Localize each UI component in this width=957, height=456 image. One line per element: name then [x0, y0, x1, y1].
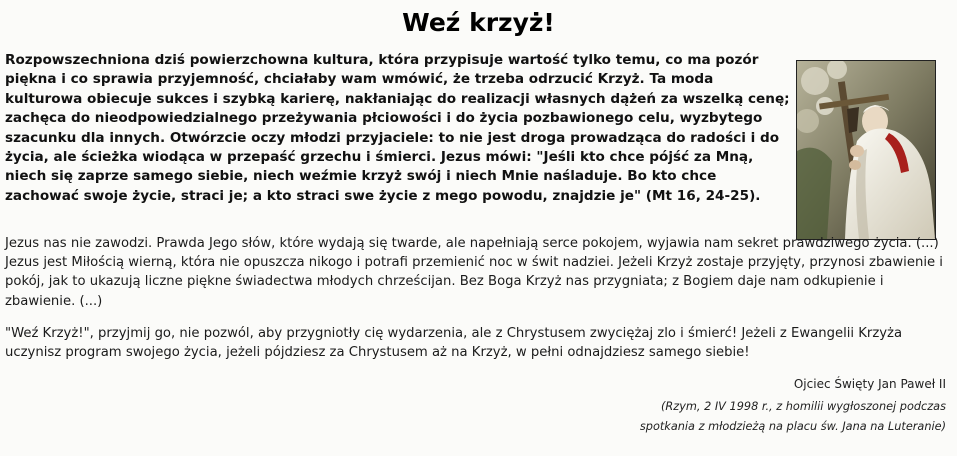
author-signature: Ojciec Święty Jan Paweł II [793, 377, 946, 391]
source-citation [640, 397, 946, 436]
body-paragraph-2: Jezus nas nie zawodzi. Prawda Jego słów, które wydają się twarde, ale napełniają serce pokojem, wyjawia nam sekret prawdziwego życia. (...) Jezus jest Miłością wierną, która nie opuszcza nikogo i potrafi przemienić noc w świt nadziei. Jeżeli Krzyż zostaje przyjęty, przynosi zbawienie i pokój, jak to ukazują liczne piękne świadectwa młodych chrześcijan. Bez Boga Krzyż nas przygniata; z Bogiem daje nam odkupienie i zbawienie. (...) [5, 236, 943, 309]
page-title: Weź krzyż! [402, 8, 555, 37]
body-paragraph-3: "Weź Krzyż!", przyjmij go, nie pozwól, aby przygniotły cię wydarzenia, ale z Chrystusem zwyciężaj zlo i śmierć! Jeżeli z Ewangelii Krzyża uczynisz program swojego życia, jeżeli pójdziesz za Chrystusem aż na Krzyż, w pełni odnajdziesz samego siebie! [5, 326, 903, 361]
lead-paragraph: Rozpowszechniona dziś powierzchowna kultura, która przypisuje wartość tylko temu, co ma pozór piękna i co sprawia przyjemność, chciałaby wam wmówić, że trzeba odrzucić Krzyż. Ta moda kulturowa obiecuje sukces i szybką karierę, nakłaniając do realizacji własnych dążeń za wszelką cenę; zachęca do nieodpowiedzialnego przeżywania płciowości i do życia pozbawionego celu, wyzbytego szacunku dla innych. Otwórzcie oczy młodzi przyjaciele: to nie jest droga prowadząca do radości i do życia, ale ścieżka wiodąca w przepaść grzechu i śmierci. Jezus mówi: "Jeśli kto chce pójść za Mną, niech się zaprze samego siebie, niech weźmie krzyż swój i niech Mnie naśladuje. Bo kto chce zachować swoje życie, straci je; a kto straci swe życie z mego powodu, znajdzie je" (Mt 16, 24-25). [5, 52, 790, 204]
source-line-2: spotkania z młodzieżą na placu św. Jana na Luteranie) [639, 419, 946, 433]
pope-with-cross-photo [796, 60, 936, 240]
source-line-1: (Rzym, 2 IV 1998 r., z homilii wygłoszonej podczas [661, 400, 946, 413]
